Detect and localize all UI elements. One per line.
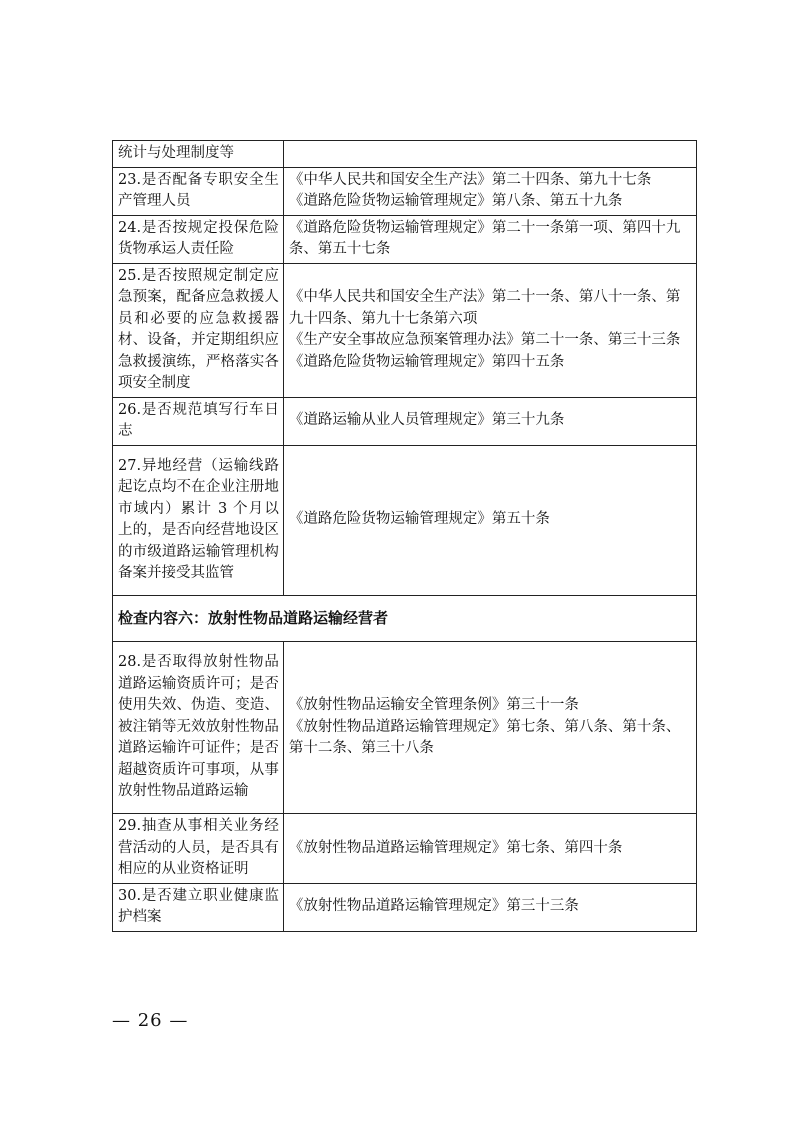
check-item-cell: 27.异地经营（运输线路起讫点均不在企业注册地市域内）累计 3 个月以上的，是否向经营地设区的市级道路运输管理机构备案并接受其监管 (113, 445, 284, 595)
legal-basis-cell (283, 397, 696, 445)
legal-basis-line: 《放射性物品道路运输管理规定》第七条、第八条、第十条、第十二条、第三十八条 (288, 718, 681, 757)
check-item-cell: 25.是否按照规定制定应急预案，配备应急救援人员和必要的应急救援器材、设备，并定期组织应急救援演练，严格落实各项安全制度 (113, 263, 284, 397)
legal-basis-cell (283, 141, 696, 168)
section-header-row (113, 595, 697, 642)
legal-basis-cell (283, 445, 696, 595)
inspection-table-body (113, 141, 697, 932)
legal-basis-line: 《道路危险货物运输管理规定》第二十一条第一项、第四十九条、第五十七条 (288, 219, 681, 257)
table-row (113, 883, 697, 931)
check-item-cell: 29.抽查从事相关业务经营活动的人员，是否具有相应的从业资格证明 (113, 814, 284, 884)
legal-basis-line: 《中华人民共和国安全生产法》第二十一条、第八十一条、第九十四条、第九十七条第六项 (288, 289, 681, 327)
legal-basis-line: 《中华人民共和国安全生产法》第二十四条、第九十七条 (288, 171, 652, 188)
legal-basis-line: 《生产安全事故应急预案管理办法》第二十一条、第三十三条 (288, 332, 681, 348)
legal-basis-line: 《道路危险货物运输管理规定》第五十条 (288, 511, 550, 528)
legal-basis-cell (283, 814, 696, 884)
table-row (113, 397, 697, 445)
check-item-cell: 26.是否规范填写行车日志 (113, 397, 284, 445)
legal-basis-line: 《道路危险货物运输管理规定》第八条、第五十九条 (288, 193, 623, 209)
check-item-cell: 统计与处理制度等 (113, 141, 284, 168)
inspection-table (112, 140, 697, 932)
legal-basis-cell (283, 215, 696, 263)
legal-basis-cell (283, 167, 696, 215)
legal-basis-line: 《道路运输从业人员管理规定》第三十九条 (288, 412, 565, 429)
table-row (113, 445, 697, 595)
check-item-cell: 23.是否配备专职安全生产管理人员 (113, 167, 284, 215)
legal-basis-line: 《放射性物品道路运输管理规定》第七条、第四十条 (288, 839, 623, 856)
table-row (113, 642, 697, 814)
legal-basis-cell (283, 883, 696, 931)
legal-basis-line: 《放射性物品运输安全管理条例》第三十一条 (288, 697, 579, 714)
table-row (113, 167, 697, 215)
table-row (113, 141, 697, 168)
legal-basis-line: 《道路危险货物运输管理规定》第四十五条 (288, 353, 565, 370)
table-row (113, 814, 697, 884)
legal-basis-cell (283, 642, 696, 814)
check-item-cell: 28.是否取得放射性物品道路运输资质许可；是否使用失效、伪造、变造、被注销等无效放射性物品道路运输许可证件；是否超越资质许可事项，从事放射性物品道路运输 (113, 642, 284, 814)
check-item-cell: 24.是否按规定投保危险货物承运人责任险 (113, 215, 284, 263)
legal-basis-line: 《放射性物品道路运输管理规定》第三十三条 (288, 898, 579, 915)
table-row (113, 215, 697, 263)
page-number: — 26 — (112, 1010, 189, 1031)
table-row (113, 263, 697, 397)
section-title: 检查内容六：放射性物品道路运输经营者 (113, 595, 697, 642)
check-item-cell: 30.是否建立职业健康监护档案 (113, 883, 284, 931)
legal-basis-cell (283, 263, 696, 397)
